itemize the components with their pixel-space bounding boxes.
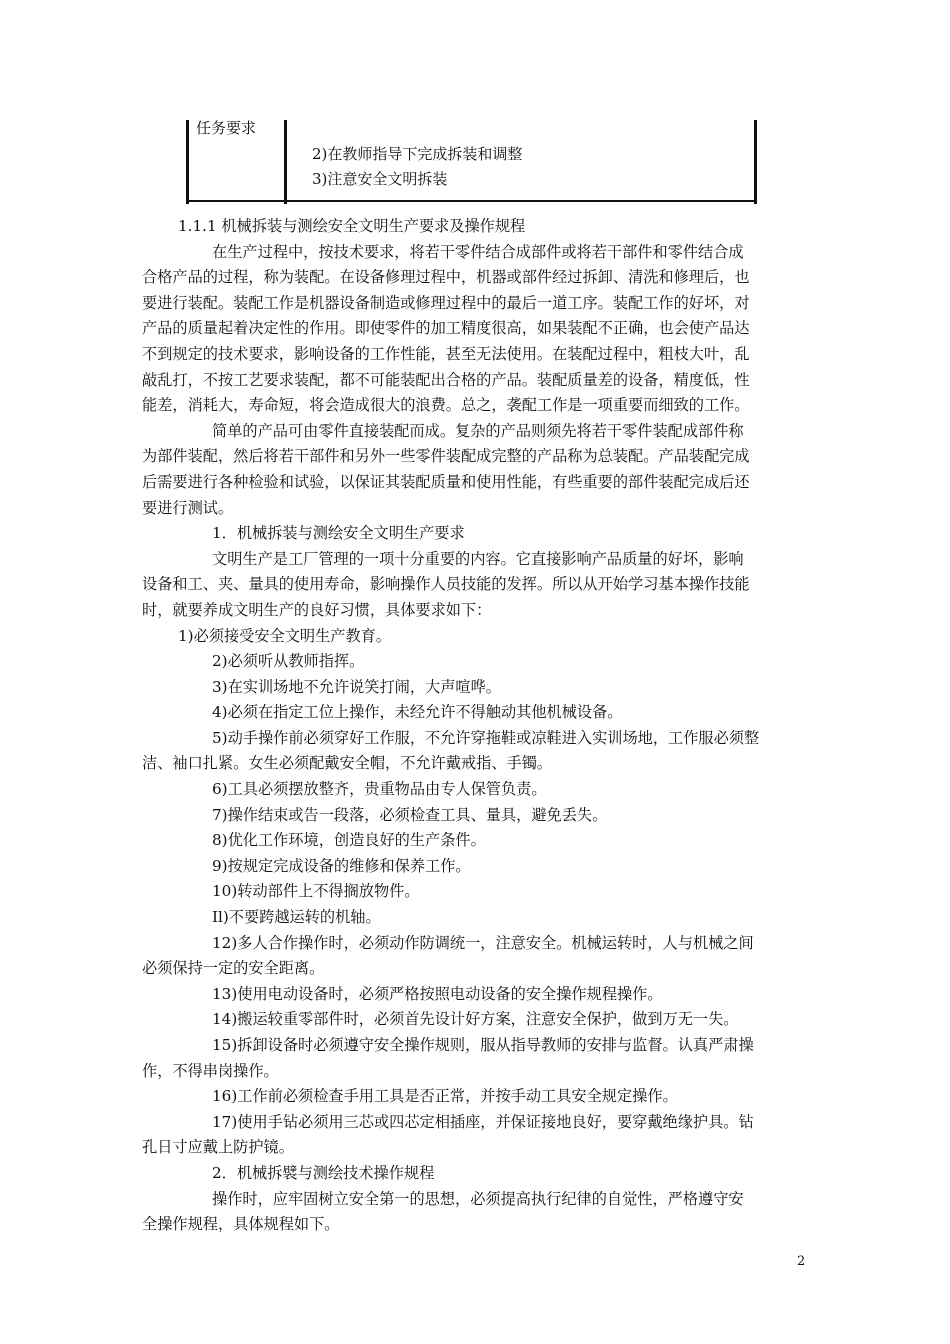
subsection-heading: 1．机械拆装与测绘安全文明生产要求 (212, 524, 465, 543)
paragraph: 操作时，应牢固树立安全第一的思想，必须提高执行纪律的自觉性，严格遵守安 全操作规程，具体规程如下。 (142, 1189, 744, 1234)
list-item: 5)动手操作前必须穿好工作服，不允许穿拖鞋或凉鞋进入实训场地，工作服必须整 洁、袖口扎紧。女生必须配戴安全帽，不允许戴戒指、手镯。 (142, 728, 760, 773)
table-right-border (754, 120, 757, 204)
subsection-heading: 2．机械拆襞与测绘技术操作规程 (212, 1163, 435, 1182)
list-item: 15)拆卸设备时必须遵守安全操作规则，服从指导教师的安排与监督。认真严肃操 作，不得串岗操作。 (142, 1036, 754, 1080)
list-item: 14)搬运较重零部件时，必须首先设计好方案，注意安全保护，做到万无一失。 (212, 1010, 739, 1029)
list-item: 8)优化工作环境，创造良好的生产条件。 (212, 831, 486, 850)
paragraph: 简单的产品可由零件直接装配而成。复杂的产品则须先将若干零件装配成部件称 为部件装配，然后将若干部件和另外一些零件装配成完整的产品称为总装配。产品装配完成 后需要进行各种检验和试验，以保证其装配质量和使用性能，有些重要的部件装配完成后还 要进行测试。 (142, 421, 750, 517)
page-number: 2 (797, 1254, 806, 1269)
list-item: 16)工作前必须检查手用工具是否正常，并按手动工具安全规定操作。 (212, 1087, 678, 1106)
list-item: 12)多人合作操作时，必须动作防调统一，注意安全。机械运转时，人与机械之间 必须保持一定的安全距离。 (142, 933, 754, 978)
list-item: Il)不要跨越运转的机轴。 (212, 908, 381, 927)
list-item: 7)操作结束或告一段落，必须检查工具、量具，避免丢失。 (212, 805, 608, 824)
body-text (142, 214, 810, 1238)
section-heading: 1.1.1 机械拆装与测绘安全文明生产要求及操作规程 (178, 217, 526, 235)
list-item: 9)按规定完成设备的维修和保养工作。 (212, 856, 471, 875)
table-bottom-border (186, 200, 757, 202)
paragraph: 文明生产是工厂管理的一项十分重要的内容。它直接影响产品质量的好坏，影响 设备和工、夹、量具的使用寿命，影响操作人员技能的发挥。所以从开始学习基本操作技能 时，就要养成文明生产的良好习惯，具体要求如下： (142, 549, 750, 619)
table-left-header: 任务要求 (196, 119, 257, 137)
list-item: 1)必须接受安全文明生产教育。 (178, 626, 392, 645)
list-item: 4)必须在指定工位上操作，未经允许不得触动其他机械设备。 (212, 703, 623, 722)
table-row: 2)在教师指导下完成拆装和调整 (312, 145, 523, 163)
list-item: 10)转动部件上不得搁放物件。 (212, 882, 420, 901)
list-item: 6)工具必须摆放整齐，贵重物品由专人保管负责。 (212, 780, 547, 799)
table-row: 3)注意安全文明拆装 (312, 170, 448, 188)
table-divider (284, 120, 287, 204)
paragraph: 在生产过程中，按技术要求，将若干零件结合成部件或将若干部件和零件结合成 合格产品的过程，称为装配。在设备修理过程中，机器或部件经过拆卸、清洗和修理后，也 要进行装配。装配工作是机器设备制造或修理过程中的最后一道工序。装配工作的好坏，对 产品的质量起着决定性的作用。即使零件的加工精度很高，如果装配不正确，也会使产品达 不到规定的技术要求，影响设备的工作性能，甚至无法使用。在装配过程中，粗枝大叶，乱 敲乱打，不按工艺要求装配，都不可能装配出合格的产品。装配质量差的设备，精度低，性 能差，消耗大，寿命短，将会造成很大的浪费。总之，袭配工作是一项重要而细致的工作。 (142, 242, 750, 415)
table-left-border (186, 120, 189, 204)
list-item: 2)必须听从教师指挥。 (212, 652, 365, 671)
task-requirements-table (186, 114, 758, 204)
list-item: 17)使用手钻必须用三芯或四芯定相插座，并保证接地良好，要穿戴绝缘护具。钻 孔日寸应戴上防护镜。 (142, 1112, 754, 1157)
list-item: 3)在实训场地不允许说笑打闹，大声喧哗。 (212, 677, 501, 696)
list-item: 13)使用电动设备时，必须严格按照电动设备的安全操作规程操作。 (212, 984, 663, 1003)
